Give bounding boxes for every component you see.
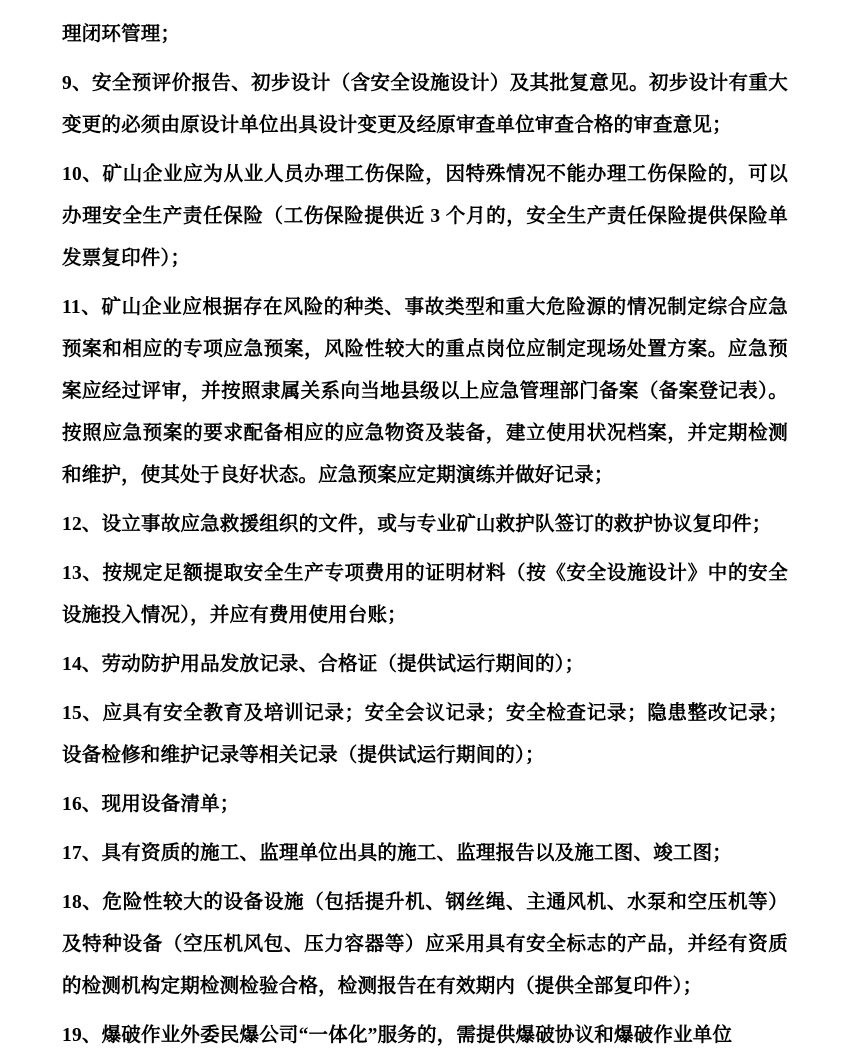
paragraph-item-14: 14、劳动防护用品发放记录、合格证（提供试运行期间的）； bbox=[62, 654, 585, 675]
paragraph-item-15: 15、应具有安全教育及培训记录；安全会议记录；安全检查记录；隐患整改记录；设备检修和维护记录等相关记录（提供试运行期间的）； bbox=[62, 703, 788, 766]
paragraph-item-11: 11、矿山企业应根据存在风险的种类、事故类型和重大危险源的情况制定综合应急预案和相应的专项应急预案，风险性较大的重点岗位应制定现场处置方案。应急预案应经过评审，并按照隶属关系向当地县级以上应急管理部门备案（备案登记表）。按照应急预案的要求配备相应的应急物资及装备，建立使用状况档案，并定期检测和维护，使其处于良好状态。应急预案应定期演练并做好记录； bbox=[62, 297, 788, 486]
paragraph-item-10: 10、矿山企业应为从业人员办理工伤保险，因特殊情况不能办理工伤保险的，可以办理安全生产责任保险（工伤保险提供近 3 个月的，安全生产责任保险提供保险单发票复印件）； bbox=[62, 164, 788, 269]
paragraph-item-17: 17、具有资质的施工、监理单位出具的施工、监理报告以及施工图、竣工图； bbox=[62, 843, 733, 864]
paragraph-item-19: 19、爆破作业外委民爆公司“一体化”服务的，需提供爆破协议和爆破作业单位 bbox=[62, 1025, 733, 1046]
paragraph-item-12: 12、设立事故应急救援组织的文件，或与专业矿山救护队签订的救护协议复印件； bbox=[62, 514, 772, 535]
paragraph-continuation: 理闭环管理； bbox=[62, 24, 181, 45]
paragraph-item-13: 13、按规定足额提取安全生产专项费用的证明材料（按《安全设施设计》中的安全设施投入情况），并应有费用使用台账； bbox=[62, 563, 788, 626]
paragraph-item-18: 18、危险性较大的设备设施（包括提升机、钢丝绳、主通风机、水泵和空压机等）及特种设备（空压机风包、压力容器等）应采用具有安全标志的产品，并经有资质的检测机构定期检测检验合格，检测报告在有效期内（提供全部复印件）； bbox=[62, 892, 788, 997]
paragraph-item-16: 16、现用设备清单； bbox=[62, 794, 240, 815]
paragraph-item-9: 9、安全预评价报告、初步设计（含安全设施设计）及其批复意见。初步设计有重大变更的必须由原设计单位出具设计变更及经原审查单位审查合格的审查意见； bbox=[62, 73, 788, 136]
